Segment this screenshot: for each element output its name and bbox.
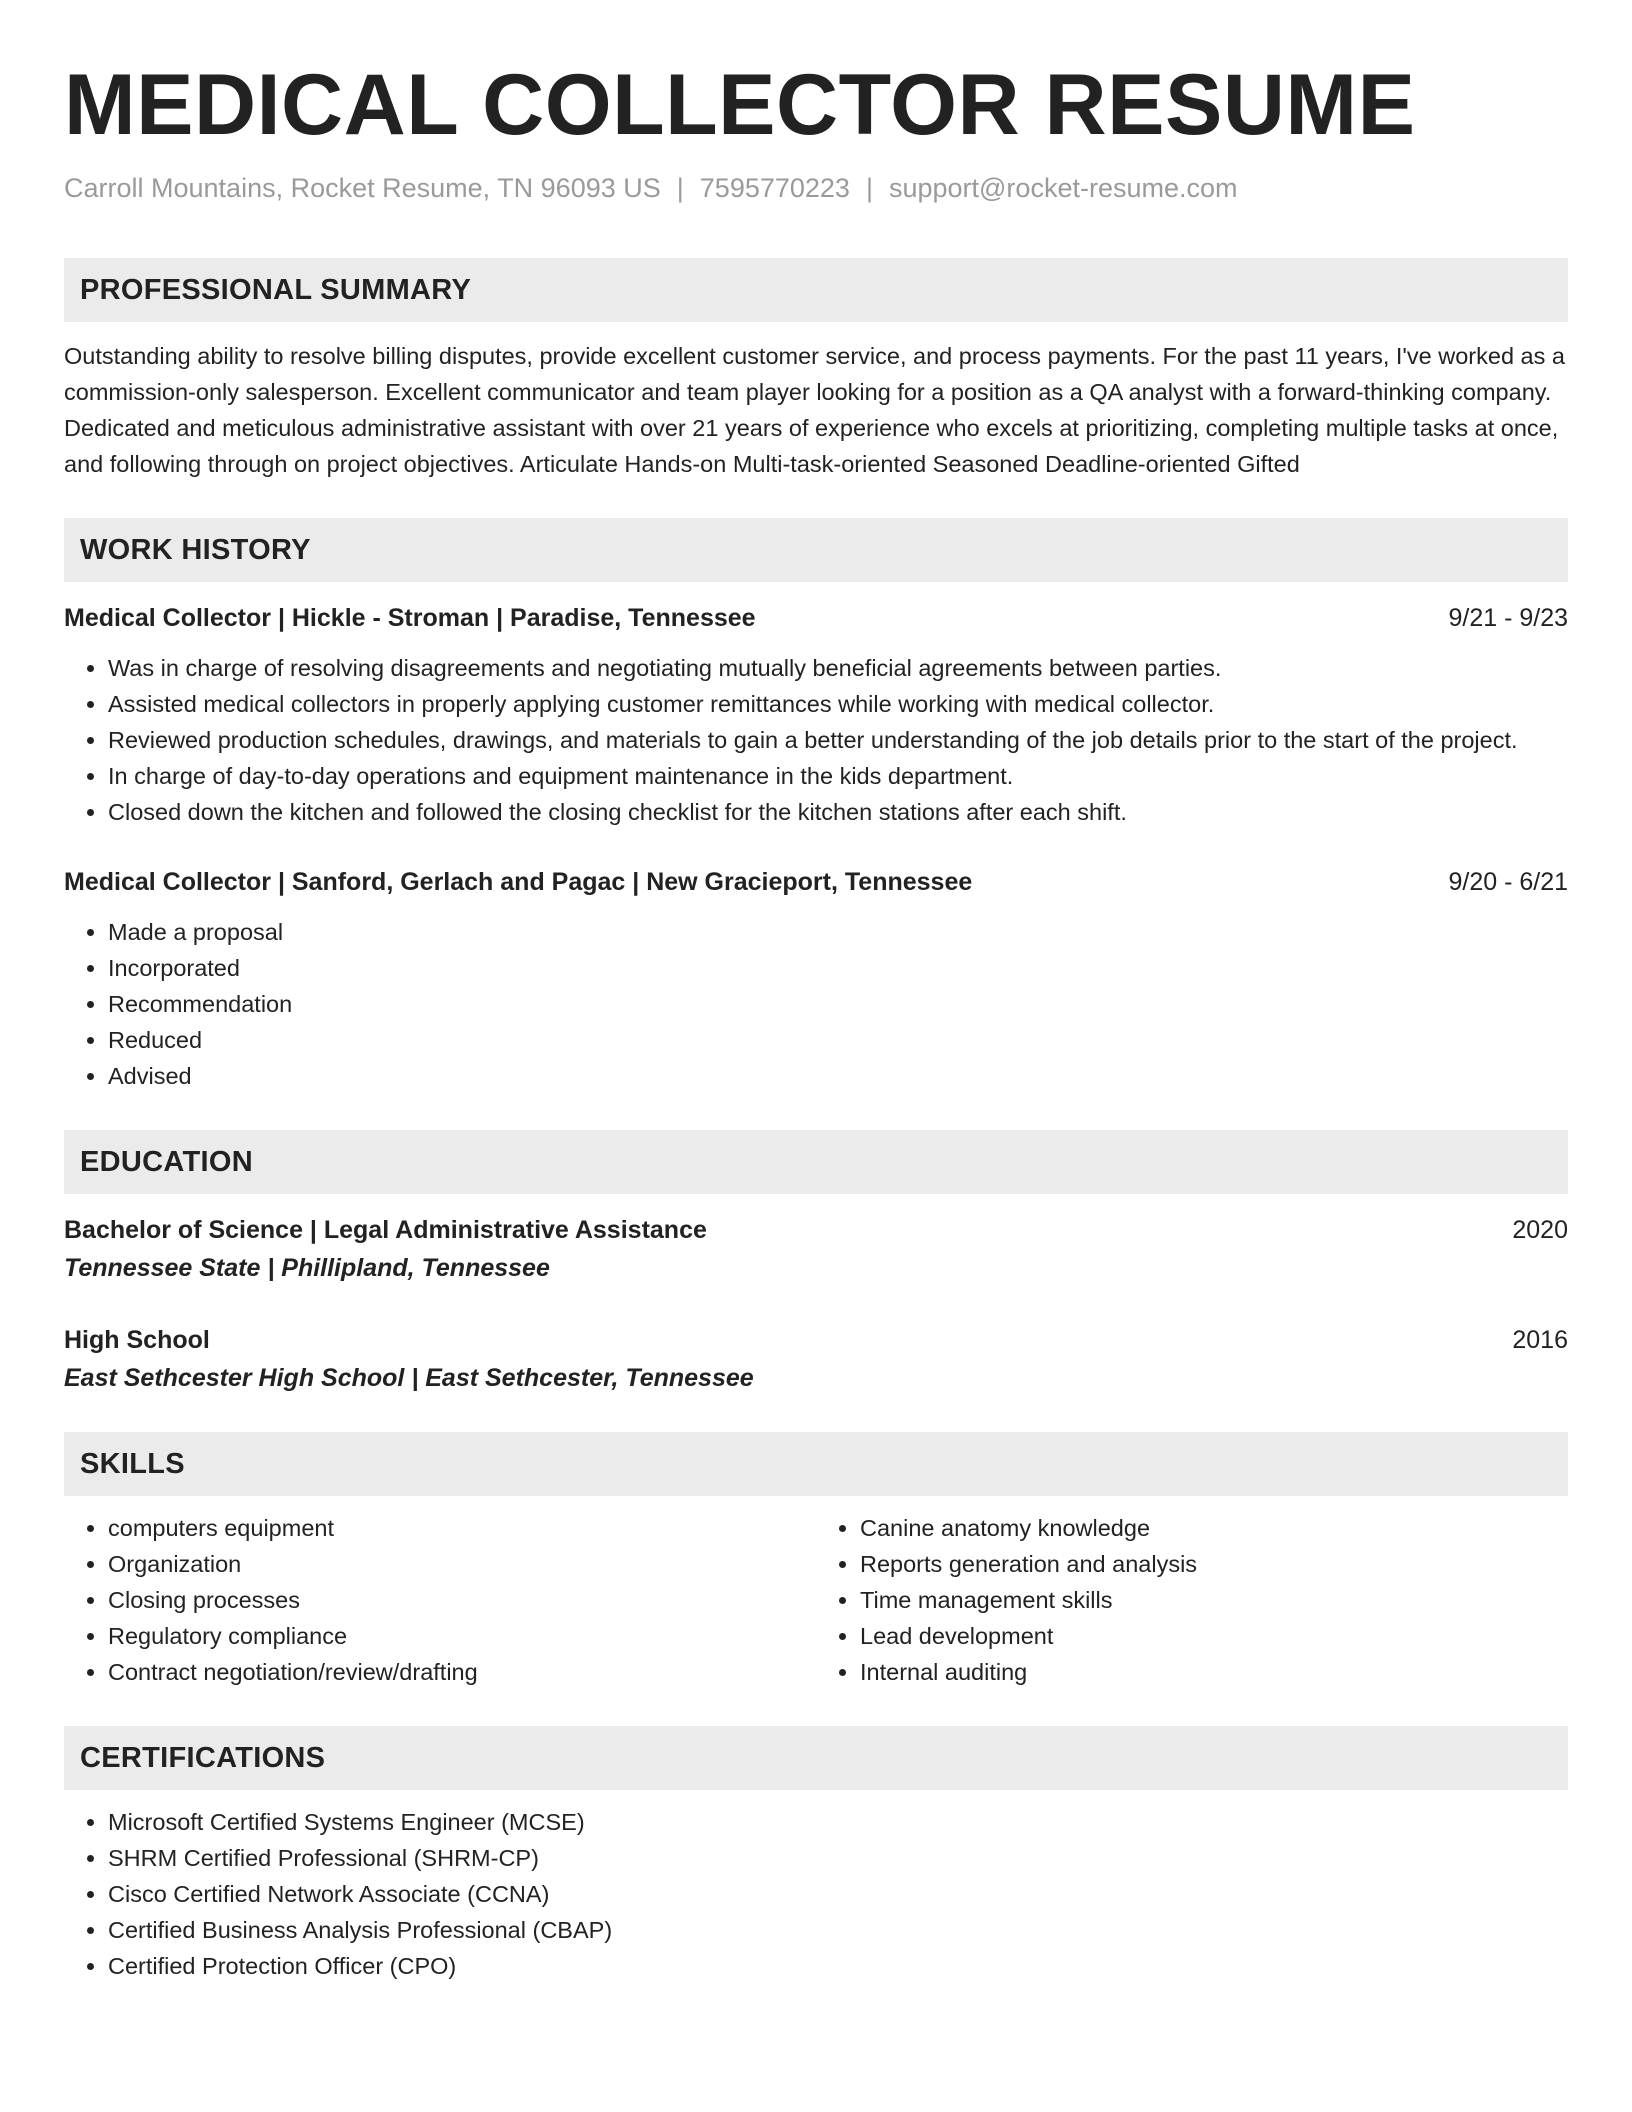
job-title: Medical Collector | Hickle - Stroman | Paradise, Tennessee — [64, 604, 756, 632]
summary-text: Outstanding ability to resolve billing disputes, provide excellent customer service, and process payments. For the past 11 years, I've worked as a commission-only salesperson. Excellent communicator and team player looking for a position as a QA analyst with a forward-thinking company. Dedicated and meticulous administrative assistant with over 21 years of experience who excels at prioritizing, completing multiple tasks at once, and following through on project objectives. Articulate Hands-on Multi-task-oriented Seasoned Deadline-oriented Gifted — [64, 343, 1565, 477]
job-entry — [64, 864, 1568, 1094]
education-header — [64, 1322, 1568, 1358]
contact-phone: 7595770223 — [699, 173, 850, 203]
list-item: • Made a proposal — [108, 914, 1568, 950]
job-bullet-list — [64, 914, 1568, 1094]
list-item: • Microsoft Certified Systems Engineer (MCSE) — [108, 1804, 1568, 1840]
contact-email: support@rocket-resume.com — [888, 173, 1238, 203]
list-item: • Assisted medical collectors in properly applying customer remittances while working with medical collector. — [108, 686, 1568, 722]
list-item: • Incorporated — [108, 950, 1568, 986]
list-item: • Canine anatomy knowledge — [860, 1510, 1568, 1546]
list-item: • Reports generation and analysis — [860, 1546, 1568, 1582]
list-item: • Regulatory compliance — [108, 1618, 816, 1654]
skills-section-header: SKILLS — [64, 1432, 1568, 1496]
list-item: • Cisco Certified Network Associate (CCNA) — [108, 1876, 1568, 1912]
list-item: • Advised — [108, 1058, 1568, 1094]
summary-section-header: PROFESSIONAL SUMMARY — [64, 258, 1568, 322]
list-item: • computers equipment — [108, 1510, 816, 1546]
work-history-section-header: WORK HISTORY — [64, 518, 1568, 582]
education-header — [64, 1212, 1568, 1248]
list-item: • Organization — [108, 1546, 816, 1582]
job-title: Medical Collector | Sanford, Gerlach and Pagac | New Gracieport, Tennessee — [64, 868, 973, 896]
education-entry — [64, 1212, 1568, 1286]
list-item: • Lead development — [860, 1618, 1568, 1654]
list-item: • Certified Protection Officer (CPO) — [108, 1948, 1568, 1984]
education-year: 2020 — [1512, 1216, 1568, 1244]
job-bullet-list — [64, 650, 1568, 830]
list-item: • Certified Business Analysis Professional (CBAP) — [108, 1912, 1568, 1948]
list-item: • Recommendation — [108, 986, 1568, 1022]
education-year: 2016 — [1512, 1326, 1568, 1354]
skills-list-left — [64, 1510, 816, 1690]
education-degree: High School — [64, 1326, 210, 1354]
contact-line — [64, 170, 1568, 206]
job-dates: 9/21 - 9/23 — [1448, 604, 1568, 632]
list-item: • Was in charge of resolving disagreements and negotiating mutually beneficial agreements between parties. — [108, 650, 1568, 686]
contact-separator: | — [676, 173, 684, 203]
list-item: • Closing processes — [108, 1582, 816, 1618]
education-section-header: EDUCATION — [64, 1130, 1568, 1194]
education-school: Tennessee State | Phillipland, Tennessee — [64, 1254, 550, 1282]
list-item: • SHRM Certified Professional (SHRM-CP) — [108, 1840, 1568, 1876]
contact-separator: | — [865, 173, 873, 203]
list-item: • Time management skills — [860, 1582, 1568, 1618]
skills-list-right — [816, 1510, 1568, 1690]
education-school: East Sethcester High School | East Sethcester, Tennessee — [64, 1364, 754, 1392]
certifications-list — [64, 1804, 1568, 1984]
contact-address: Carroll Mountains, Rocket Resume, TN 96093 US — [64, 173, 661, 203]
job-header — [64, 864, 1568, 900]
skills-grid — [64, 1510, 1568, 1690]
certifications-section-header: CERTIFICATIONS — [64, 1726, 1568, 1790]
job-dates: 9/20 - 6/21 — [1448, 868, 1568, 896]
list-item: • Reduced — [108, 1022, 1568, 1058]
resume-title: MEDICAL COLLECTOR RESUME — [64, 57, 1416, 153]
job-entry — [64, 600, 1568, 830]
list-item: • Reviewed production schedules, drawings, and materials to gain a better understanding of the job details prior to the start of the project. — [108, 722, 1568, 758]
list-item: • Closed down the kitchen and followed the closing checklist for the kitchen stations after each shift. — [108, 794, 1568, 830]
list-item: • In charge of day-to-day operations and equipment maintenance in the kids department. — [108, 758, 1568, 794]
education-entry — [64, 1322, 1568, 1396]
list-item: • Contract negotiation/review/drafting — [108, 1654, 816, 1690]
education-degree: Bachelor of Science | Legal Administrative Assistance — [64, 1216, 707, 1244]
list-item: • Internal auditing — [860, 1654, 1568, 1690]
job-header — [64, 600, 1568, 636]
